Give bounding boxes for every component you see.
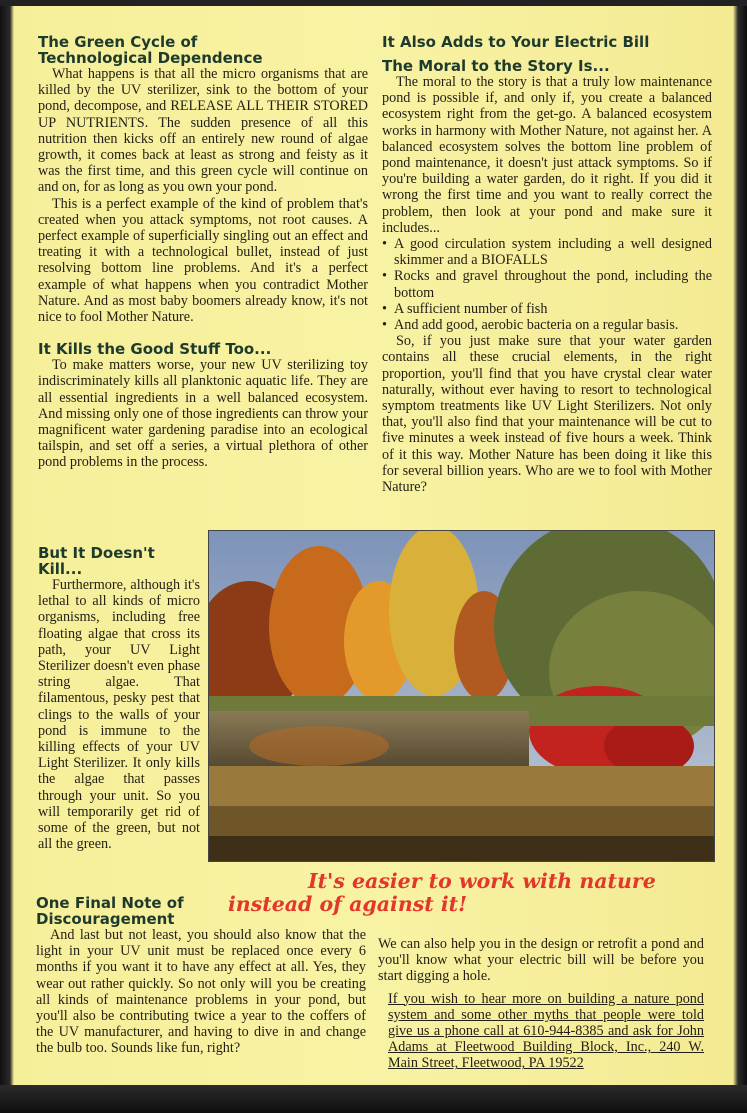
- autumn-pond-photo: [208, 530, 715, 862]
- right-column-top: [382, 34, 712, 495]
- pond-checklist: [382, 236, 712, 333]
- contact-info: If you wish to hear more on building a nature pond system and some other myths that people were told give us a phone call at 610-944-8385 and ask for John Adams at Fleetwood Building Block, Inc., 240 W. Main Street, Fleetwood, PA 19522: [388, 990, 704, 1072]
- doesnt-kill-paragraph: Furthermore, although it's lethal to all kinds of micro organisms, including free floating algae that cross its path, your UV Light Sterilizer doesn't even phase string algae. That filamentous, pesky pest that clings to the walls of your pond is immune to the killing effects of your UV Light Sterilizer. It only kills the algae that passes through your unit. So you will temporarily get rid of some of the green, but not all the green.: [38, 577, 200, 853]
- checklist-item: • A sufficient number of fish: [382, 301, 712, 317]
- left-column-narrow: [38, 545, 200, 852]
- moral-paragraph-1: The moral to the story is that a truly low maintenance pond is possible if, and only if, you create a balanced ecosystem right from the get-go. A balanced ecosystem works in harmony with Mother Nature, not against her. A balanced ecosystem solves the bottom line problem of pond maintenance, it doesn't just attack symptoms. So if you're building a water garden, do it right. If you did it wrong the first time and you want to really correct the problem, then look at your pond and make sure it includes...: [382, 74, 712, 236]
- final-note-paragraph: And last but not least, you should also know that the light in your UV unit must be replaced once every 6 months if you want it to have any effect at all. Yes, they wear out rather quickly. So not only will you be creating all kinds of maintenance problems in your pond, but you'll also be contributing twice a year to the coffers of the UV manufacturer, and having to dive in and change the bulb too. Sounds like fun, right?: [36, 927, 366, 1057]
- heading-doesnt-kill: But It Doesn't Kill...: [38, 544, 155, 578]
- closing-paragraph: We can also help you in the design or retrofit a pond and you'll know what your electric bill will be before you start digging a hole.: [378, 936, 704, 985]
- right-column-bottom: [378, 936, 704, 1072]
- left-column-top: [38, 34, 368, 471]
- slogan-line-2: instead of against it!: [228, 892, 468, 916]
- heading-final-note: One Final Note of Discouragement: [36, 894, 184, 928]
- green-cycle-paragraph-2: This is a perfect example of the kind of problem that's created when you attack symptoms, not root causes. A perfect example of superficially singling out an effect and treating it with a technological bullet, instead of just resolving bottom line problems. And it's a perfect example of what happens when you contradict Mother Nature. And as most baby boomers already know, it's not nice to fool Mother Nature.: [38, 195, 368, 326]
- heading-green-cycle: The Green Cycle of Technological Dependence: [38, 33, 263, 67]
- moral-paragraph-2: So, if you just make sure that your water garden contains all these crucial elements, in the right proportion, you'll find that you have crystal clear water naturally, without ever having to resort to technological symptom treatments like UV Light Sterilizers. Not only that, you'll also find that your maintenance will be cut to five minutes a week instead of five hours a week. Think of it this way. Mother Nature has been doing it like this for several billion years. Who are we to fool with Mother Nature?: [382, 333, 712, 496]
- heading-moral: The Moral to the Story Is...: [382, 57, 610, 75]
- kills-good-paragraph: To make matters worse, your new UV sterilizing toy indiscriminately kills all planktonic aquatic life. They are all essential ingredients in a well balanced ecosystem. And missing only one of those ingredients can throw your magnificent water gardening paradise into an ecological tailspin, and set off a series, a virtual plethora of other pond problems in the process.: [38, 357, 368, 471]
- checklist-item: • A good circulation system including a well designed skimmer and a BIOFALLS: [382, 236, 712, 268]
- slogan-line-1: It's easier to work with nature: [308, 869, 656, 893]
- heading-electric-bill: It Also Adds to Your Electric Bill: [382, 33, 650, 51]
- left-column-bottom: [36, 895, 366, 1057]
- checklist-item: • Rocks and gravel throughout the pond, including the bottom: [382, 268, 712, 300]
- checklist-item: • And add good, aerobic bacteria on a regular basis.: [382, 317, 712, 333]
- page-top-edge: [0, 0, 747, 6]
- heading-kills-good-stuff: It Kills the Good Stuff Too...: [38, 340, 272, 359]
- green-cycle-paragraph-1: What happens is that all the micro organisms that are killed by the UV sterilizer, sink to the bottom of your pond, decompose, and RELEASE ALL THEIR STORED UP NUTRIENTS. The sudden presence of all this nutrition then kicks off an entirely new round of algae growth, it comes back at least as strong and feisty as it was the first time, and this green cycle will continue on and on, for as long as you own your pond.: [38, 66, 368, 196]
- page-bottom-edge: [0, 1085, 747, 1113]
